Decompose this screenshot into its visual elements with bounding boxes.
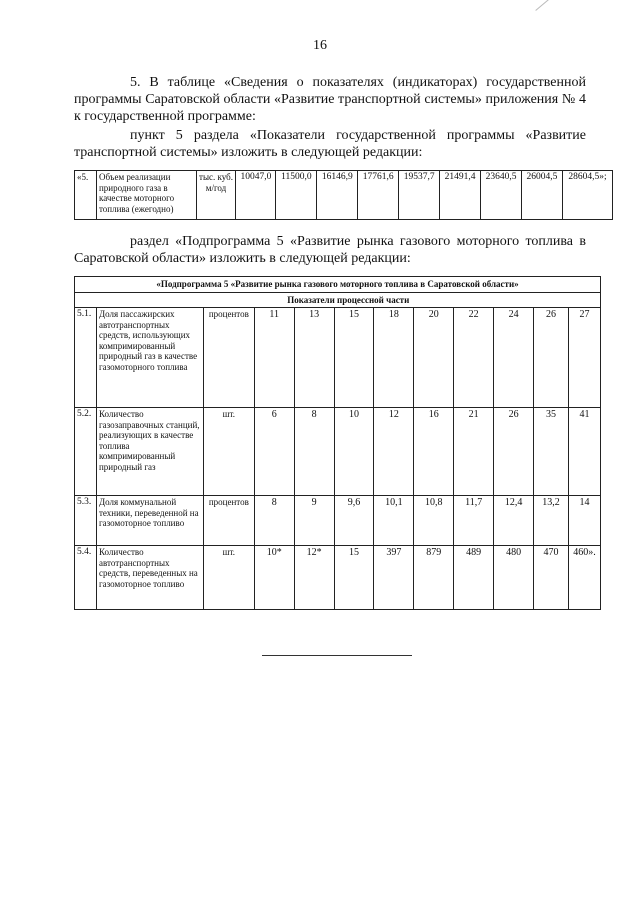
end-separator-line [262, 655, 412, 656]
value-cell: 20 [414, 308, 454, 408]
row-name: Количество автотранспортных средств, переведенных на газомоторное топливо [96, 546, 203, 610]
value-cell: 15 [334, 546, 374, 610]
value-cell: 6 [254, 408, 294, 496]
table-row [75, 308, 601, 408]
value-cell: 480 [494, 546, 534, 610]
row-code: 5.3. [75, 496, 97, 546]
table-row [75, 171, 613, 220]
row-code: «5. [75, 171, 97, 220]
indicator-table-item5 [74, 170, 613, 220]
value-cell: 460». [568, 546, 600, 610]
value-cell: 9 [294, 496, 334, 546]
row-unit: процентов [203, 308, 254, 408]
value-cell: 21 [454, 408, 494, 496]
row-unit: шт. [203, 546, 254, 610]
value-cell: 14 [568, 496, 600, 546]
value-cell: 16146,9 [317, 171, 358, 220]
value-cell: 397 [374, 546, 414, 610]
value-cell: 19537,7 [399, 171, 440, 220]
table-row [75, 408, 601, 496]
value-cell: 8 [294, 408, 334, 496]
value-cell: 24 [494, 308, 534, 408]
value-cell: 470 [534, 546, 569, 610]
value-cell: 12 [374, 408, 414, 496]
value-cell: 10,8 [414, 496, 454, 546]
value-cell: 28604,5»; [562, 171, 612, 220]
value-cell: 12* [294, 546, 334, 610]
value-cell: 35 [534, 408, 569, 496]
value-cell: 11,7 [454, 496, 494, 546]
value-cell: 23640,5 [481, 171, 522, 220]
value-cell: 13 [294, 308, 334, 408]
row-unit: процентов [203, 496, 254, 546]
value-cell: 8 [254, 496, 294, 546]
table-subtitle: Показатели процессной части [96, 292, 600, 308]
value-cell: 10* [254, 546, 294, 610]
row-code: 5.4. [75, 546, 97, 610]
value-cell: 21491,4 [440, 171, 481, 220]
value-cell: 18 [374, 308, 414, 408]
row-code: 5.2. [75, 408, 97, 496]
value-cell: 9,6 [334, 496, 374, 546]
scan-mark [533, 0, 552, 11]
table-row [75, 496, 601, 546]
row-code: 5.1. [75, 308, 97, 408]
value-cell: 879 [414, 546, 454, 610]
value-cell: 13,2 [534, 496, 569, 546]
value-cell: 489 [454, 546, 494, 610]
row-unit: шт. [203, 408, 254, 496]
intro-paragraph: 5. В таблице «Сведения о показателях (индикаторах) государственной программы Саратовской области «Развитие транспортной системы» приложения № 4 к государственной программе: [74, 75, 586, 124]
section-paragraph: раздел «Подпрограмма 5 «Развитие рынка газового моторного топлива в Саратовской области» изложить в следующей редакции: [74, 234, 586, 266]
value-cell: 26 [534, 308, 569, 408]
table-title: «Подпрограмма 5 «Развитие рынка газового моторного топлива в Саратовской области» [75, 277, 601, 293]
value-cell: 27 [568, 308, 600, 408]
value-cell: 11500,0 [276, 171, 317, 220]
item5-paragraph: пункт 5 раздела «Показатели государственной программы «Развитие транспортной системы» изложить в следующей редакции: [74, 128, 586, 160]
value-cell: 10047,0 [236, 171, 276, 220]
value-cell: 16 [414, 408, 454, 496]
value-cell: 22 [454, 308, 494, 408]
value-cell: 17761,6 [358, 171, 399, 220]
value-cell: 41 [568, 408, 600, 496]
value-cell: 26 [494, 408, 534, 496]
row-name: Доля пассажирских автотранспортных средств, использующих компримированный природный газ в качестве газомоторного топлива [96, 308, 203, 408]
row-name: Количество газозаправочных станций, реализующих в качестве топлива компримированный природный газ [96, 408, 203, 496]
value-cell: 12,4 [494, 496, 534, 546]
table-subtitle-row [75, 292, 601, 308]
subprogram5-table [74, 276, 601, 610]
table-row [75, 546, 601, 610]
value-cell: 11 [254, 308, 294, 408]
row-name: Доля коммунальной техники, переведенной на газомоторное топливо [96, 496, 203, 546]
value-cell: 15 [334, 308, 374, 408]
value-cell: 26004,5 [522, 171, 563, 220]
value-cell: 10,1 [374, 496, 414, 546]
page-number: 16 [313, 38, 327, 53]
row-name: Объем реализации природного газа в качестве моторного топлива (ежегодно) [96, 171, 196, 220]
table-title-row [75, 277, 601, 293]
value-cell: 10 [334, 408, 374, 496]
row-unit: тыс. куб. м/год [196, 171, 236, 220]
